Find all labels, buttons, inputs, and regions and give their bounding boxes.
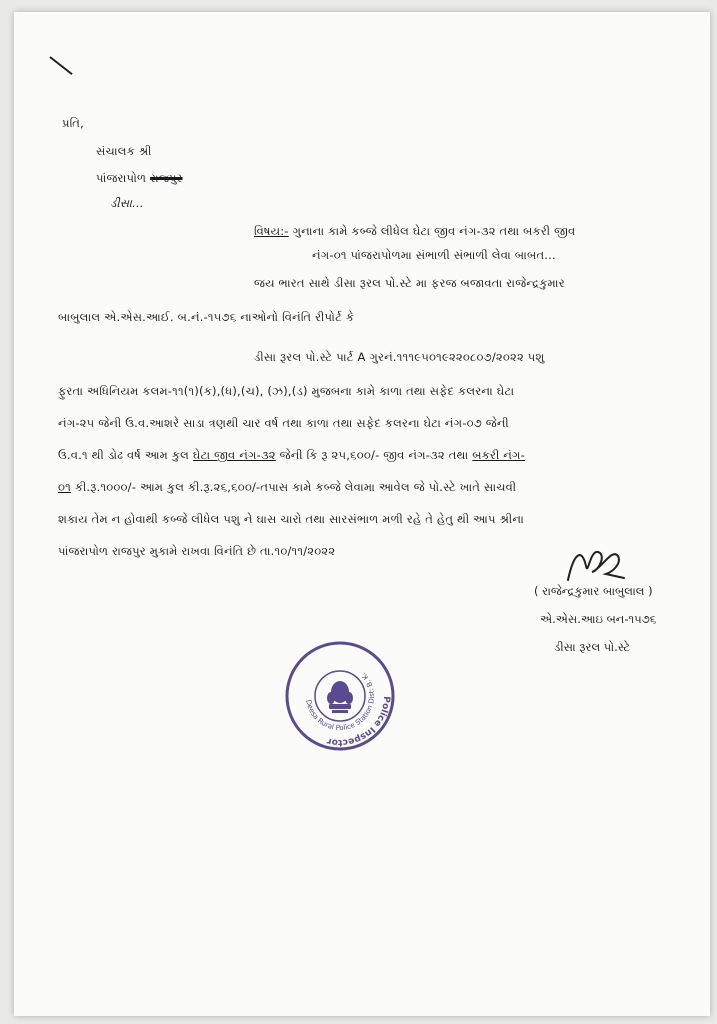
- seal-outer-text: Police Inspector: [325, 695, 392, 748]
- addressee-org-name: પાંજરાપોળ: [96, 171, 147, 185]
- subject-text-1: ગુનાના કામે કબ્જે લીધેલ ઘેટા જીવ નંગ-૩૨ તથા બકરી જીવ: [288, 224, 576, 238]
- body-line-5-b: કી.રૂ.૧૦૦૦/- આમ કુલ કી.રૂ.૨૬,૬૦૦/-તપાસ કામે કબ્જે લેવામા આવેલ જે પો.સ્ટે ખાતે સાચવી: [70, 480, 517, 494]
- body-line-1: ડીસા રૂરલ પો.સ્ટે પાર્ટ A ગુરનં.૧૧૧૯૫૦૧૯૨૨૦૮૦૭/૨૦૨૨ પશુ: [254, 350, 545, 364]
- addressee-place: ડીસા...: [110, 196, 144, 210]
- body-line-7: પાંજરાપોળ રાજપુર મુકામે રાખવા વિનંતિ છે તા.૧૦/૧૧/૨૦૨૨: [58, 544, 336, 558]
- police-seal: [284, 640, 396, 752]
- body-line-5: [58, 480, 516, 495]
- subject-label: વિષય:-: [254, 224, 289, 238]
- body-line-4-sheep: ઘેટા જીવ નંગ-૩૨: [192, 448, 276, 462]
- pen-mark: [49, 56, 72, 75]
- body-line-3: નંગ-૨૫ જેની ઉ.વ.આશરે સાડા ત્રણથી ચાર વર્ષ તથા કાળા તથા સફેદ કલરના ઘેટા નંગ-૦૭ જેની: [58, 416, 509, 430]
- subject-line-1: [254, 224, 575, 239]
- addressee-prati: પ્રતિ,: [62, 116, 84, 130]
- document-page: [14, 12, 710, 1016]
- body-line-6: શકાય તેમ ન હોવાથી કબ્જે લીધેલ પશુ ને ઘાસ ચારો તથા સારસંભાળ મળી રહે તે હેતુ થી આપ શ્રીના: [58, 512, 524, 526]
- addressee-org-struck: રાજપુર: [150, 172, 183, 185]
- subject-line-2: નંગ-૦૧ પાંજરાપોળમા સંભાળી સંભાળી લેવા બાબત...: [312, 248, 556, 262]
- addressee-title: સંચાલક શ્રી: [96, 144, 152, 158]
- intro-line-1: જય ભારત સાથે ડીસા રૂરલ પો.સ્ટે મા ફરજ બજાવતા રાજેન્દ્રકુમાર: [254, 276, 565, 290]
- body-line-4-c: જેની કિ રૂ ૨૫,૬૦૦/- જીવ નંગ-૩૨ તથા: [275, 448, 473, 462]
- signature-station: ડીસા રૂરલ પો.સ્ટે: [554, 640, 631, 654]
- body-line-4-goat: બકરી નંગ-: [472, 448, 526, 462]
- seal-inner-text: Deesa Rural Police Station Dist: B. K.: [304, 670, 377, 733]
- signature-designation: એ.એસ.આઇ બન-૧૫૭૬: [540, 612, 657, 626]
- body-line-2: ફુરતા અધિનિયમ કલમ-૧૧(૧)(ક),(ધ),(ચ), (ઝ),(ડ) મુજબના કામે કાળા તથા સફેદ કલરના ઘેટા: [58, 384, 515, 398]
- signature-name: ( રાજેન્દ્રકુમાર બાબુલાલ ): [534, 584, 653, 598]
- emblem-icon: [327, 681, 353, 713]
- body-line-4: [58, 448, 525, 463]
- body-line-5-a: ૦૧: [58, 480, 71, 494]
- body-line-4-a: ઉ.વ.૧ થી ડોઢ વર્ષ આમ કુલ: [58, 448, 193, 462]
- intro-line-2: બાબુલાલ એ.એસ.આઈ. બ.નં.-૧૫૭૬ નાઓનો વિનંતિ રીપોર્ટ કે: [58, 310, 355, 324]
- addressee-org: [96, 171, 183, 186]
